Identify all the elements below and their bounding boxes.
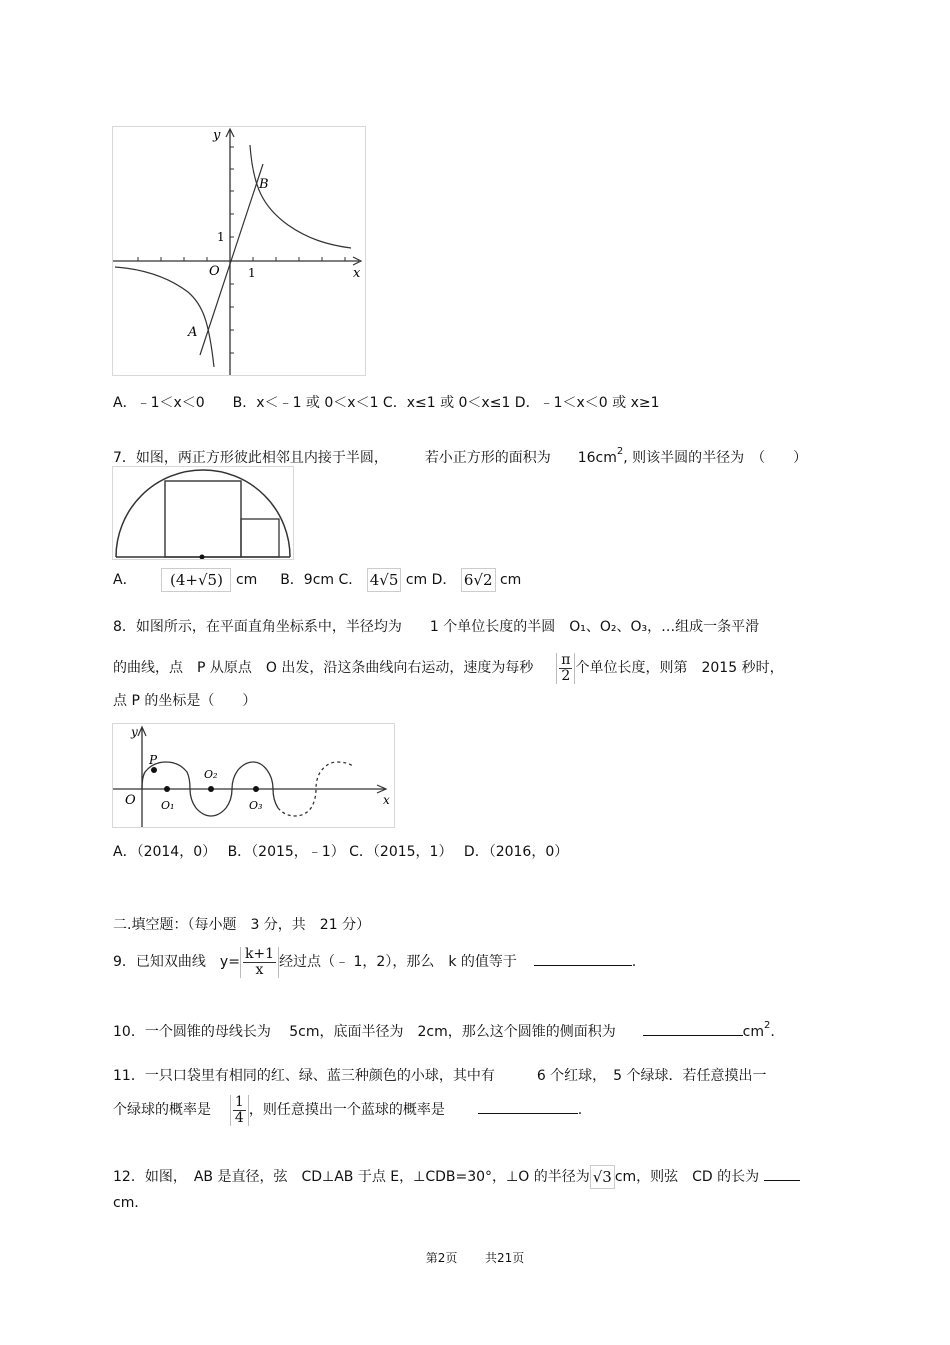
q7-opt-d-expr: 6√2 bbox=[461, 568, 496, 592]
q7-opt-c-expr: 4√5 bbox=[367, 568, 402, 592]
q11-frac-den: 4 bbox=[234, 1109, 244, 1126]
q10-question bbox=[113, 1017, 775, 1041]
q6-label-point-b: B bbox=[259, 177, 269, 192]
q9-text-a: 9．已知双曲线 y= bbox=[113, 954, 240, 970]
q7-opt-a-label: A． bbox=[113, 572, 137, 588]
q10-end: . bbox=[770, 1024, 775, 1040]
q11-answer-blank[interactable] bbox=[478, 1099, 578, 1114]
q7-stem-a: 7．如图，两正方形彼此相邻且内接于半圆， bbox=[113, 450, 388, 466]
q7-stem-b: 若小正方形的面积为 bbox=[424, 450, 551, 466]
q12-line1 bbox=[113, 1165, 800, 1189]
q7-stem bbox=[113, 443, 807, 467]
q9-fraction bbox=[240, 947, 279, 978]
q8-line2a: 的曲线，点 P 从原点 O 出发，沿这条曲线向右运动，速度为每秒 bbox=[113, 660, 534, 676]
q7-opt-b: B．9cm C． bbox=[280, 572, 363, 588]
q8-speed-fraction bbox=[556, 653, 575, 684]
q6-graph-figure bbox=[112, 126, 366, 376]
q11-end: . bbox=[577, 1102, 583, 1118]
q8-label-origin: O bbox=[125, 793, 136, 808]
q7-opt-a-expr: (4+√5) bbox=[161, 568, 231, 592]
q8-frac-num: π bbox=[561, 651, 571, 668]
q11-frac-num: 1 bbox=[234, 1093, 244, 1110]
q9-end: . bbox=[631, 954, 637, 970]
q10-unit-sup: 2 bbox=[764, 1020, 771, 1031]
q7-options bbox=[113, 568, 521, 592]
q8-label-o2: O₂ bbox=[204, 768, 218, 781]
q6-label-y: y bbox=[213, 128, 221, 143]
q9-frac-num: k+1 bbox=[244, 945, 275, 962]
q8-label-p: P bbox=[149, 753, 158, 767]
q6-label-y-one: 1 bbox=[217, 230, 225, 244]
q10-answer-blank[interactable] bbox=[643, 1021, 743, 1036]
q6-label-x-one: 1 bbox=[248, 266, 256, 280]
q9-text-b: 经过点（﹣ 1，2），那么 k 的值等于 bbox=[279, 954, 517, 970]
q11-line2a: 个绿球的概率是 bbox=[113, 1102, 211, 1118]
q7-area: 16cm bbox=[577, 450, 617, 466]
q9-question bbox=[113, 942, 636, 982]
q12-line2: cm． bbox=[113, 1195, 149, 1211]
q12-radius-expr: √3 bbox=[590, 1165, 615, 1189]
q8-line2b: 个单位长度，则第 2015 秒时， bbox=[575, 660, 784, 676]
section2-title: 二.填空题：（每小题 3 分，共 21 分） bbox=[113, 917, 371, 933]
q9-frac-den: x bbox=[255, 961, 264, 978]
q8-semicircle-curve-figure bbox=[112, 723, 395, 828]
q8-frac-den: 2 bbox=[561, 667, 571, 684]
q12-line1a: 12．如图， AB 是直径，弦 CD⊥AB 于点 E，⊥CDB=30°，⊥O 的半径为 bbox=[113, 1169, 590, 1185]
q8-label-o3: O₃ bbox=[249, 799, 263, 812]
q10-text: 10．一个圆锥的母线长为 5cm，底面半径为 2cm，那么这个圆锥的侧面积为 bbox=[113, 1024, 616, 1040]
q6-label-origin: O bbox=[209, 264, 220, 279]
q8-line3: 点 P 的坐标是（ ） bbox=[113, 693, 257, 709]
q12-line1b: cm，则弦 CD 的长为 bbox=[614, 1169, 760, 1185]
q6-label-x: x bbox=[353, 266, 361, 281]
q6-options: A．﹣1＜x＜0 B．x＜﹣1 或 0＜x＜1 C．x≤1 或 0＜x≤1 D．﹣1＜x＜0 或 x≥1 bbox=[113, 395, 660, 411]
q11-fraction bbox=[230, 1095, 249, 1126]
q9-answer-blank[interactable] bbox=[534, 951, 632, 966]
page-footer bbox=[0, 1249, 950, 1266]
footer-total-pages: 共21页 bbox=[485, 1251, 525, 1265]
q8-label-o1: O₁ bbox=[161, 799, 175, 812]
q7-opt-a-unit: cm bbox=[235, 572, 258, 588]
q11-line2 bbox=[113, 1088, 582, 1132]
q11-line2b: ，则任意摸出一个蓝球的概率是 bbox=[248, 1102, 445, 1118]
q7-opt-d-unit: cm bbox=[499, 572, 522, 588]
q11-line1: 11．一只口袋里有相同的红、绿、蓝三种颜色的小球，其中有 6 个红球， 5 个绿球．若任意摸出一 bbox=[113, 1068, 767, 1084]
footer-page-number: 第2页 bbox=[425, 1251, 458, 1265]
q8-line1: 8．如图所示，在平面直角坐标系中，半径均为 1 个单位长度的半圆 O₁、O₂、O₃，…组成一条平滑 bbox=[113, 619, 760, 635]
q8-options: A．（2014，0） B．（2015，﹣1） C．（2015，1） D．（2016，0） bbox=[113, 844, 569, 860]
q10-unit: cm bbox=[742, 1024, 764, 1040]
q8-label-x: x bbox=[383, 793, 390, 807]
q8-label-y: y bbox=[131, 725, 138, 739]
q8-line2 bbox=[113, 648, 784, 688]
q12-answer-blank[interactable] bbox=[764, 1166, 800, 1181]
q7-semicircle-figure bbox=[112, 466, 294, 560]
q6-label-point-a: A bbox=[188, 325, 198, 340]
q7-area-sup: 2 bbox=[616, 446, 624, 457]
q7-opt-c-unit: cm D． bbox=[405, 572, 457, 588]
q7-stem-c: , 则该半圆的半径为 （ ） bbox=[623, 450, 808, 466]
